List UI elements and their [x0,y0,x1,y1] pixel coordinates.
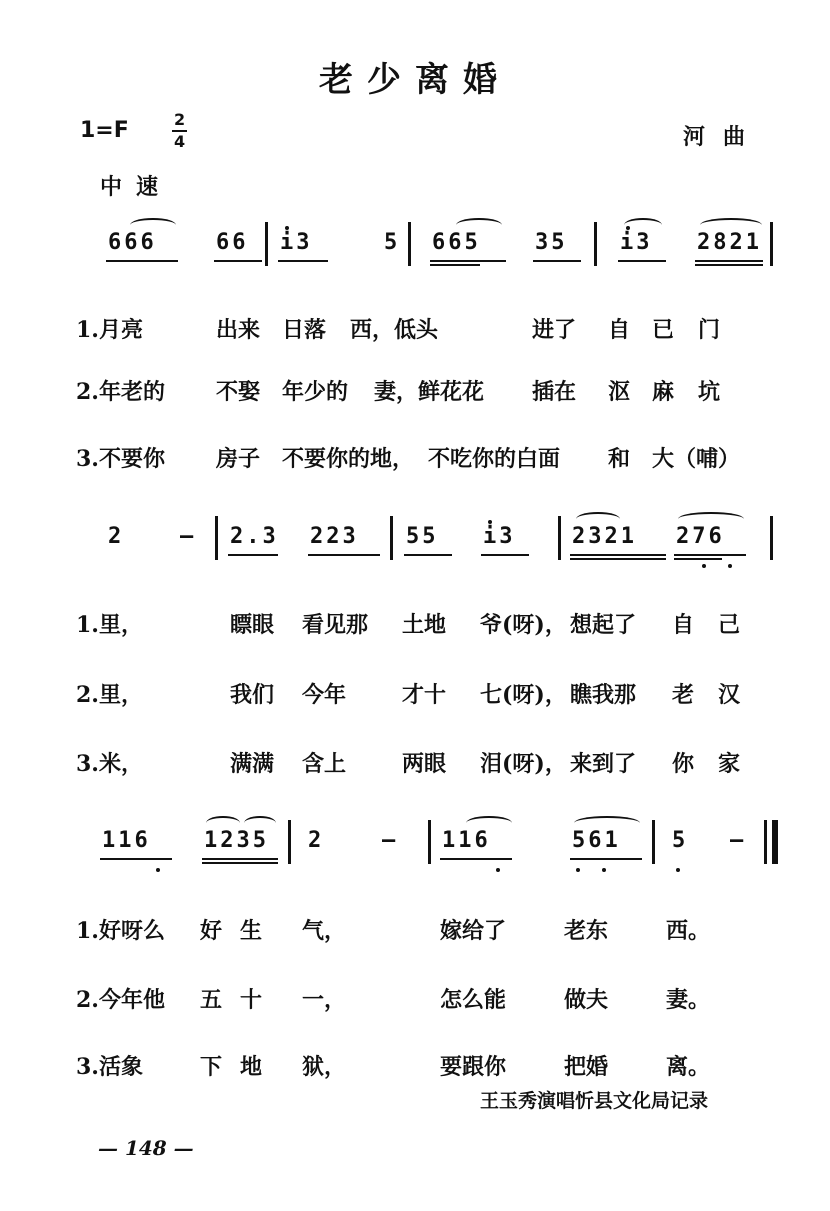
slur [678,512,744,526]
notation-line-2 [80,512,780,572]
lyric: 沤 [608,379,631,405]
song-title: 老少离婚 [319,60,511,100]
barline [770,222,773,266]
lyric: 瞟眼 [230,612,275,638]
underline [214,260,262,262]
lyric: 房子 [216,446,261,472]
lyric-line-3-verse-1 [76,914,776,944]
underline [308,554,380,556]
lyric: 泪(呀)， [480,751,567,777]
note-group: 5 [672,828,689,853]
underline [533,260,581,262]
lyric: 家 [718,751,741,777]
slur [206,816,240,830]
note-group: 2321 [572,524,637,549]
lyric: 瞧我那 [570,682,637,708]
note-group: 2.3 [230,524,279,549]
notation-line-1 [80,218,780,278]
underline [278,260,328,262]
low-octave-dot [702,564,706,568]
underline [404,554,452,556]
lyric: 麻 [652,379,675,405]
lyric: 下 [200,1054,223,1080]
lyric: 2.里， [76,682,143,708]
lyric: 爷(呀)， [480,612,567,638]
underline [695,264,763,266]
lyric: 自 [608,317,631,343]
lyric: 不要你的地， [282,446,415,472]
lyric: 含上 [302,751,347,777]
lyric: 看见那 [302,612,369,638]
low-octave-dot [576,868,580,872]
barline [594,222,597,266]
lyric: 要跟你 [440,1054,507,1080]
lyric: 好 [200,918,223,944]
underline [570,554,666,556]
lyric: 妻，鲜花花 [374,379,485,405]
key-signature: 1=F [80,118,129,143]
underline [228,554,278,556]
underline [674,554,746,556]
lyric: 老东 [564,918,609,944]
note-group: 276 [676,524,725,549]
lyric: 插在 [532,379,577,405]
time-signature-bottom: 4 [174,132,186,151]
note-group: 665 [432,230,481,255]
final-barline [772,820,778,864]
lyric: 进了 [532,317,577,343]
lyric: 1.好呀么 [76,918,165,944]
note-group: 35 [535,230,568,255]
lyric: 西，低头 [350,317,439,343]
lyric: 西。 [666,918,711,944]
lyric: 1.里， [76,612,143,638]
underline [695,260,763,262]
note-group: — [730,828,747,853]
note-group: 5 [384,230,401,255]
lyric: 出来 [216,317,261,343]
lyric: 嫁给了 [440,918,507,944]
lyric: 大（哺） [652,446,741,472]
note-group: 2821 [697,230,762,255]
lyric: 做夫 [564,987,609,1013]
underline [570,858,642,860]
lyric: 日落 [282,317,327,343]
lyric-line-1-verse-2 [76,375,776,405]
lyric-line-3-verse-2 [76,983,776,1013]
underline [100,858,172,860]
lyric: 七(呀)， [480,682,567,708]
lyric: 不吃你的白面 [428,446,561,472]
lyric: 坑 [698,379,721,405]
lyric-line-3-verse-3 [76,1050,776,1080]
barline [558,516,561,560]
slur [574,816,640,830]
page-number: — 148 — [98,1136,194,1160]
lyric: 狱， [302,1054,347,1080]
tempo-marking: 中速 [100,174,173,200]
song-origin: 河曲 [683,124,764,150]
performer-credit: 王玉秀演唱忻县文化局记录 [480,1090,709,1112]
note-group: 55 [406,524,439,549]
underline [430,264,480,266]
barline [652,820,655,864]
note-group: i3 [280,230,313,255]
underline [618,260,666,262]
underline [430,260,506,262]
note-group: 116 [442,828,491,853]
underline [570,558,666,560]
barline [390,516,393,560]
low-octave-dot [676,868,680,872]
lyric: 不娶 [216,379,261,405]
lyric: 地 [240,1054,263,1080]
lyric: 你 [672,751,695,777]
barline [428,820,431,864]
slur [130,218,176,232]
notation-line-3 [80,816,780,876]
note-group: 561 [572,828,621,853]
lyric: 2.今年他 [76,987,165,1013]
note-group: i3 [620,230,653,255]
lyric: 怎么能 [440,987,507,1013]
lyric: 今年 [302,682,347,708]
low-octave-dot [156,868,160,872]
note-group: 116 [102,828,151,853]
underline [481,554,529,556]
lyric: 老 [672,682,695,708]
lyric: 五 [200,987,223,1013]
lyric: 己 [718,612,741,638]
barline [764,820,767,864]
low-octave-dot [602,868,606,872]
barline [288,820,291,864]
lyric: 3.活象 [76,1054,143,1080]
lyric: 汉 [718,682,741,708]
lyric: 满满 [230,751,275,777]
time-signature-top: 2 [172,110,187,132]
lyric: 1.月亮 [76,317,143,343]
lyric: 生 [240,918,263,944]
low-octave-dot [496,868,500,872]
note-group: — [382,828,399,853]
slur [456,218,502,232]
lyric: 想起了 [570,612,637,638]
barline [215,516,218,560]
note-group: i3 [483,524,516,549]
lyric-line-2-verse-2 [76,678,776,708]
lyric: 一， [302,987,347,1013]
high-octave-dot [488,520,492,524]
lyric-line-2-verse-1 [76,608,776,638]
lyric: 把婚 [564,1054,609,1080]
lyric: 气， [302,918,347,944]
slur [466,816,512,830]
barline [408,222,411,266]
note-group: 666 [108,230,157,255]
note-group: 2 [308,828,325,853]
lyric: 离。 [666,1054,711,1080]
time-signature [172,110,187,152]
note-group: 2 [108,524,125,549]
slur [244,816,276,830]
lyric-line-2-verse-3 [76,747,776,777]
underline [202,858,278,860]
lyric: 才十 [402,682,447,708]
note-group: 1235 [204,828,269,853]
high-octave-dot [285,226,289,230]
low-octave-dot [728,564,732,568]
lyric-line-1-verse-1 [76,313,776,343]
note-group: 223 [310,524,359,549]
slur [700,218,762,232]
slur [576,512,620,526]
underline [674,558,722,560]
underline [106,260,178,262]
lyric: 我们 [230,682,275,708]
note-group: 66 [216,230,249,255]
lyric: 2.年老的 [76,379,165,405]
lyric: 3.米， [76,751,143,777]
note-group: — [180,524,197,549]
lyric: 3.不要你 [76,446,165,472]
lyric: 自 [672,612,695,638]
lyric: 土地 [402,612,447,638]
slur [624,218,662,232]
barline [265,222,268,266]
lyric: 来到了 [570,751,637,777]
lyric: 两眼 [402,751,447,777]
lyric: 年少的 [282,379,349,405]
lyric-line-1-verse-3 [76,442,776,472]
lyric: 和 [608,446,631,472]
lyric: 已 [652,317,675,343]
barline [770,516,773,560]
underline [202,862,278,864]
lyric: 妻。 [666,987,711,1013]
lyric: 门 [698,317,721,343]
high-octave-dot [626,226,630,230]
underline [440,858,512,860]
lyric: 十 [240,987,263,1013]
